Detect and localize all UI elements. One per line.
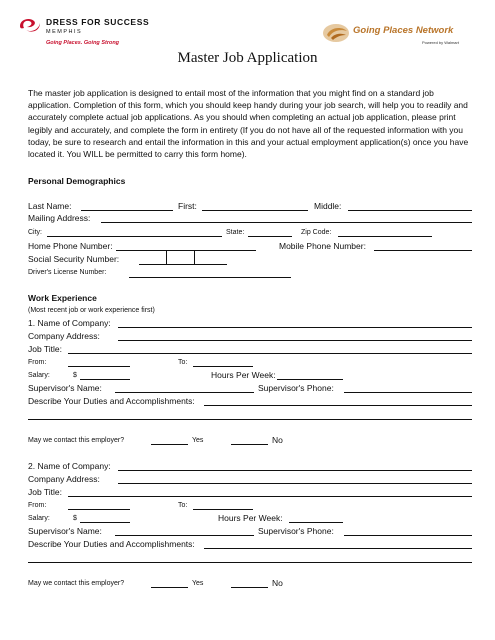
state-field[interactable] xyxy=(248,236,292,237)
middle-name-label: Middle: xyxy=(314,201,342,211)
mobile-phone-label: Mobile Phone Number: xyxy=(279,241,366,251)
page-title: Master Job Application xyxy=(177,50,318,66)
work-heading: Work Experience xyxy=(28,293,97,303)
mailing-address-field[interactable] xyxy=(101,222,472,223)
job2-supervisor-phone-field[interactable] xyxy=(344,535,472,536)
job2-duties-label: Describe Your Duties and Accomplishments: xyxy=(28,539,195,549)
job2-to-field[interactable] xyxy=(193,509,253,510)
job1-salary-field[interactable] xyxy=(80,379,130,380)
job2-hours-label: Hours Per Week: xyxy=(218,513,283,523)
gpn-powered-by: Powered by Walmart xyxy=(422,40,459,45)
company1-address-field[interactable] xyxy=(118,340,472,341)
intro-paragraph: The master job application is designed to entail most of the information that you might find on a standard job application. Completion of this form, which you should keep handy during your job search, will help you to readily and accurately complete actual job applications. As you should when completing an actual job application, please print legibly and accurately, and complete the form in entirety (If you do not have all of the requested information with you today, be sure to research and entail the information in this and your actual employment application(s) once you have located it. You WILL be permitted to carry this form home). xyxy=(28,88,469,160)
job2-from-label: From: xyxy=(28,502,47,509)
job1-duties-label: Describe Your Duties and Accomplishments: xyxy=(28,396,195,406)
company2-address-field[interactable] xyxy=(118,483,472,484)
city-field[interactable] xyxy=(47,236,222,237)
job1-dollar: $ xyxy=(73,372,77,379)
home-phone-label: Home Phone Number: xyxy=(28,241,113,251)
middle-name-field[interactable] xyxy=(348,210,472,211)
job2-from-field[interactable] xyxy=(68,509,130,510)
job2-dollar: $ xyxy=(73,515,77,522)
job1-yes-label: Yes xyxy=(192,437,204,444)
ssn-segment-divider xyxy=(166,251,195,264)
job1-duties-field[interactable] xyxy=(204,405,472,406)
last-name-field[interactable] xyxy=(81,210,173,211)
job1-from-field[interactable] xyxy=(68,366,130,367)
work-note: (Most recent job or work experience first) xyxy=(28,307,155,314)
last-name-label: Last Name: xyxy=(28,201,72,211)
job1-supervisor-name-label: Supervisor's Name: xyxy=(28,383,102,393)
company2-field[interactable] xyxy=(118,470,472,471)
job1-to-label: To: xyxy=(178,359,188,366)
job1-supervisor-phone-label: Supervisor's Phone: xyxy=(258,383,334,393)
company1-address-label: Company Address: xyxy=(28,331,100,341)
zip-label: Zip Code: xyxy=(301,229,332,236)
job1-from-label: From: xyxy=(28,359,47,366)
job1-title-label: Job Title: xyxy=(28,344,63,354)
job2-yes-label: Yes xyxy=(192,580,204,587)
dfs-tagline: Going Places. Going Strong xyxy=(46,40,120,46)
first-name-label: First: xyxy=(178,201,197,211)
job1-title-field[interactable] xyxy=(68,353,472,354)
job2-salary-field[interactable] xyxy=(80,522,130,523)
company2-address-label: Company Address: xyxy=(28,474,100,484)
gpn-logo-icon xyxy=(322,23,352,43)
job2-contact-no-field[interactable] xyxy=(231,587,268,588)
company1-field[interactable] xyxy=(118,327,472,328)
job2-supervisor-name-field[interactable] xyxy=(115,535,254,536)
dfs-name: DRESS FOR SUCCESS xyxy=(46,17,150,27)
zip-field[interactable] xyxy=(338,236,432,237)
job2-supervisor-phone-label: Supervisor's Phone: xyxy=(258,526,334,536)
job1-contact-no-field[interactable] xyxy=(231,444,268,445)
job1-salary-label: Salary: xyxy=(28,372,50,379)
job2-title-field[interactable] xyxy=(68,496,472,497)
mobile-phone-field[interactable] xyxy=(374,250,472,251)
job2-salary-label: Salary: xyxy=(28,515,50,522)
state-label: State: xyxy=(226,229,245,236)
job1-no-label: No xyxy=(272,435,283,445)
city-label: City: xyxy=(28,229,42,236)
job2-title-label: Job Title: xyxy=(28,487,63,497)
job1-contact-label: May we contact this employer? xyxy=(28,437,125,444)
license-label: Driver's License Number: xyxy=(28,269,107,276)
personal-heading: Personal Demographics xyxy=(28,176,126,186)
job2-duties-field[interactable] xyxy=(204,548,472,549)
license-field[interactable] xyxy=(129,277,291,278)
dfs-logo-icon xyxy=(18,16,42,34)
company1-label: 1. Name of Company: xyxy=(28,318,111,328)
ssn-field[interactable] xyxy=(139,251,227,265)
job2-duties-line-2[interactable] xyxy=(28,562,472,563)
job1-contact-yes-field[interactable] xyxy=(151,444,188,445)
job2-supervisor-name-label: Supervisor's Name: xyxy=(28,526,102,536)
job1-duties-line-2[interactable] xyxy=(28,419,472,420)
job2-no-label: No xyxy=(272,578,283,588)
job1-to-field[interactable] xyxy=(193,366,253,367)
dfs-city: MEMPHIS xyxy=(46,29,83,35)
first-name-field[interactable] xyxy=(202,210,308,211)
job1-hours-field[interactable] xyxy=(277,379,343,380)
job2-contact-yes-field[interactable] xyxy=(151,587,188,588)
job2-hours-field[interactable] xyxy=(289,522,343,523)
ssn-label: Social Security Number: xyxy=(28,254,120,264)
job1-hours-label: Hours Per Week: xyxy=(211,370,276,380)
company2-label: 2. Name of Company: xyxy=(28,461,111,471)
job1-supervisor-phone-field[interactable] xyxy=(344,392,472,393)
job1-supervisor-name-field[interactable] xyxy=(115,392,254,393)
job2-contact-label: May we contact this employer? xyxy=(28,580,125,587)
mailing-address-label: Mailing Address: xyxy=(28,213,91,223)
gpn-name: Going Places Network xyxy=(353,25,454,36)
job2-to-label: To: xyxy=(178,502,188,509)
